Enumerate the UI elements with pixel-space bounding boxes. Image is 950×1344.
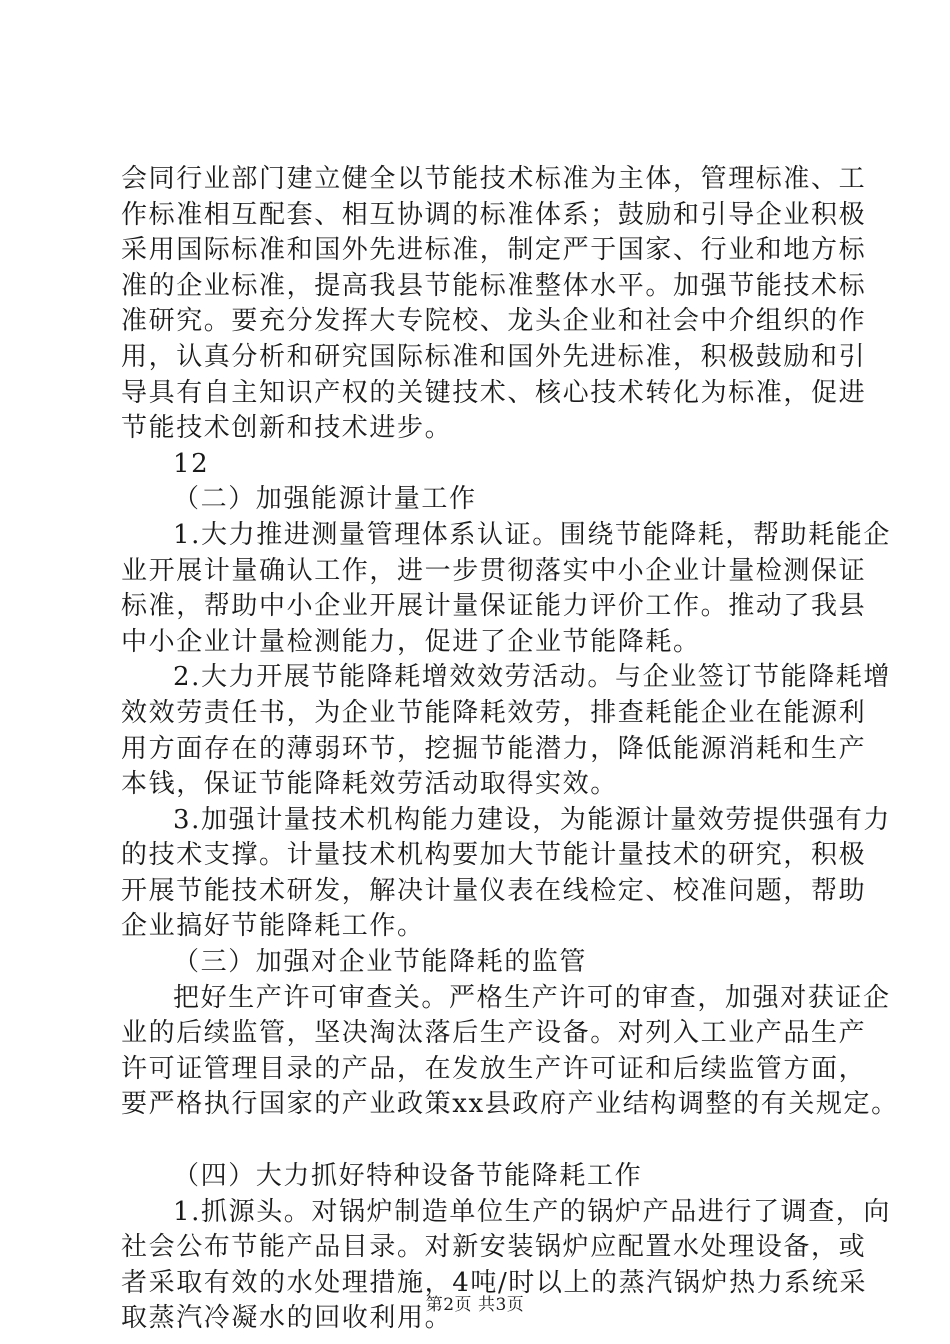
paragraph-line: 业的后续监管，坚决淘汰落后生产设备。对列入工业产品生产	[121, 1018, 867, 1049]
paragraph-line: 的技术支撑。计量技术机构要加大节能计量技术的研究，积极	[121, 840, 867, 871]
paragraph-line: 会同行业部门建立健全以节能技术标准为主体，管理标准、工	[121, 164, 867, 194]
section-heading: （三）加强对企业节能降耗的监管	[173, 947, 588, 978]
body-text	[121, 162, 899, 1337]
paragraph-line: 1.大力推进测量管理体系认证。围绕节能降耗，帮助耗能企	[173, 519, 892, 550]
paragraph-line: 用，认真分析和研究国际标准和国外先进标准，积极鼓励和引	[121, 341, 867, 372]
paragraph-line: 准的企业标准，提高我县节能标准整体水平。加强节能技术标	[121, 270, 867, 301]
section-heading: （二）加强能源计量工作	[173, 484, 477, 515]
paragraph-line: 标准，帮助中小企业开展计量保证能力评价工作。推动了我县	[121, 591, 867, 622]
paragraph-line: 社会公布节能产品目录。对新安装锅炉应配置水处理设备，或	[121, 1232, 867, 1263]
section-heading: （四）大力抓好特种设备节能降耗工作	[173, 1161, 643, 1192]
paragraph-line: 本钱，保证节能降耗效劳活动取得实效。	[121, 769, 618, 800]
paragraph-line: 用方面存在的薄弱环节，挖掘节能潜力，降低能源消耗和生产	[121, 733, 867, 764]
paragraph-line: 要严格执行国家的产业政策xx县政府产业结构调整的有关规定。	[121, 1089, 899, 1120]
paragraph-line: 节能技术创新和技术进步。	[121, 413, 453, 444]
paragraph-line: 作标准相互配套、相互协调的标准体系；鼓励和引导企业积极	[121, 199, 867, 230]
paragraph-line: 1.抓源头。对锅炉制造单位生产的锅炉产品进行了调查，向	[173, 1196, 892, 1227]
paragraph-line: 开展节能技术研发，解决计量仪表在线检定、校准问题，帮助	[121, 875, 867, 906]
paragraph-gap	[121, 1123, 841, 1159]
paragraph-line: 2.大力开展节能降耗增效效劳活动。与企业签订节能降耗增	[173, 662, 892, 693]
paragraph-line: 准研究。要充分发挥大专院校、龙头企业和社会中介组织的作	[121, 306, 867, 337]
page-footer: 第2页 共3页	[425, 1295, 525, 1315]
paragraph-line: 业开展计量确认工作，进一步贯彻落实中小企业计量检测保证	[121, 555, 867, 586]
paragraph-line: 者采取有效的水处理措施，4吨/时以上的蒸汽锅炉热力系统采	[121, 1267, 868, 1298]
paragraph-line: 企业搞好节能降耗工作。	[121, 911, 425, 942]
paragraph-line: 中小企业计量检测能力，促进了企业节能降耗。	[121, 626, 701, 657]
paragraph-line: 许可证管理目录的产品，在发放生产许可证和后续监管方面，	[121, 1053, 867, 1084]
paragraph-line: 3.加强计量技术机构能力建设，为能源计量效劳提供强有力	[173, 804, 892, 835]
paragraph-line: 把好生产许可审查关。严格生产许可的审查，加强对获证企	[173, 982, 891, 1013]
paragraph-line: 取蒸汽冷凝水的回收利用。	[121, 1303, 453, 1334]
paragraph-line: 导具有自主知识产权的关键技术、核心技术转化为标准，促进	[121, 377, 867, 408]
paragraph-line: 效效劳责任书，为企业节能降耗效劳，排查耗能企业在能源利	[121, 697, 867, 728]
page-number-marker: 12	[173, 448, 210, 479]
paragraph-line: 采用国际标准和国外先进标准，制定严于国家、行业和地方标	[121, 235, 867, 266]
